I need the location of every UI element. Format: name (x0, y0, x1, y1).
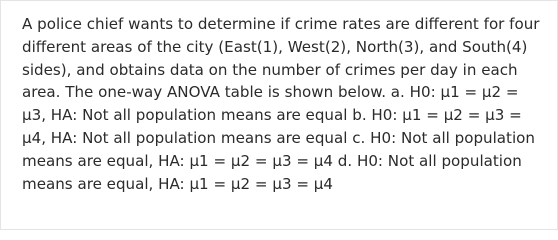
question-text: A police chief wants to determine if crime rates are different for four different areas of the city (East(1), West(2), North(3), and South(4) sides), and obtains data on the number of crimes per day in each area. The one-way ANOVA table is shown below. a. H0: μ1 = μ2 = μ3, HA: Not all population means are equal b. H0: μ1 = μ2 = μ3 = μ4, HA: Not all population means are equal c. H0: Not all population means are equal, HA: μ1 = μ2 = μ3 = μ4 d. H0: Not all population means are equal, HA: μ1 = μ2 = μ3 = μ4 (22, 15, 540, 193)
